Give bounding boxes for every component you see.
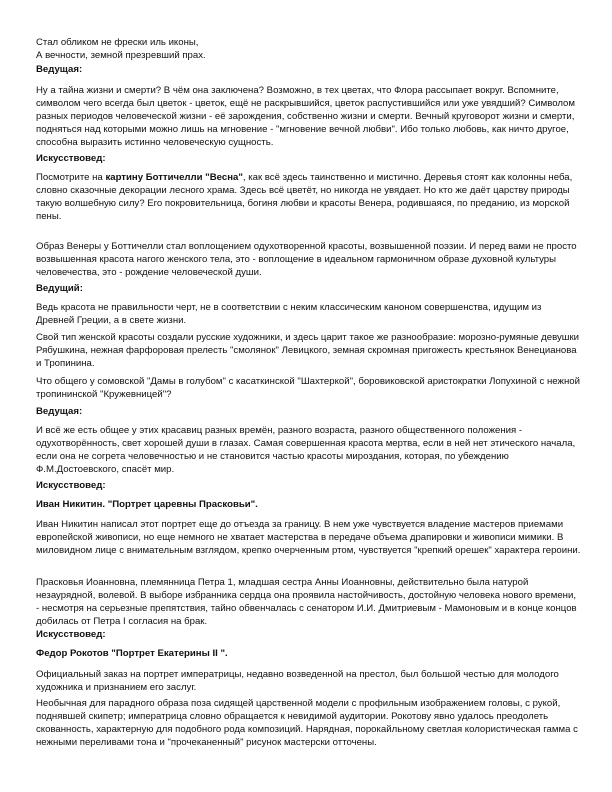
poem-line: Стал обликом не фрески иль иконы, [36, 37, 199, 48]
paragraph: Что общего у сомовской "Дамы в голубом" с касаткинской "Шахтеркой", боровиковской аристократки Лопухиной с нежной тропининской "Кружевницей"? [36, 376, 580, 400]
paragraph: Иван Никитин написал этот портрет еще до отъезда за границу. В нем уже чувствуется владение мастеров приемами европейской живописи, но еще немного не хватает мастерства в передаче объема драпировки и живописи мимики. В миловидном лице с внимательным взглядом, крепко очерченным ртом, чувствуется "крепкий орешек" характера героини. [36, 519, 581, 556]
artwork-title: Иван Никитин. "Портрет царевны Прасковьи". [36, 499, 258, 510]
paragraph: Необычная для парадного образа поза сидящей царственной модели с профильным изображением головы, с рукой, поднявшей скипетр; императрица словно обращается к невидимой аудитории. Рокотову явно удалось преодолеть скованность, характерную для подобного рода композиций. Нарядная, порокайльному светлая колористическая гамма с нежными переливами тона и "прочеканенный" рисунок мастерски отточены. [36, 698, 578, 748]
section-heading: Ведущая: [36, 64, 83, 75]
painting-title: картину Боттичелли "Весна" [105, 172, 243, 183]
paragraph: Ведь красота не правильности черт, не в соответствии с неким классическим каноном совершенства, идущим из Древней Греции, а в свете жизни. [36, 302, 542, 326]
poem [36, 36, 581, 62]
paragraph: Прасковья Иоанновна, племянница Петра 1, младшая сестра Анны Иоанновны, действительно была натурой незаурядной, волевой. В выборе избранника сердца она проявила настойчивость, достойную человека нового времени, - несмотря на серьезные препятствия, тайно обвенчалась с сенатором И.И. Дмитриевым - Мамоновым и в конце концов добилась от Петра I согласия на брак. [36, 577, 577, 627]
section-heading: Искусствовед: [36, 480, 106, 491]
paragraph: Ну а тайна жизни и смерти? В чём она заключена? Возможно, в тех цветах, что Флора рассыпает вокруг. Вспомните, символом чего всегда был цветок - цветок, ещё не раскрывшийся, цветок распустившийся или уже увядший? Символом разных периодов человеческой жизни - её зарождения, собственно жизни и смерти. Вечный круговорот жизни и смерти, подняться над которыми можно лишь на мгновение - "мгновение вечной любви". Ибо только любовь, как ничто другое, способна выразить истинно человеческую сущность. [36, 85, 575, 148]
paragraph: Свой тип женской красоты создали русские художники, и здесь царит такое же разнообразие: морозно-румяные девушки Рябушкина, нежная фарфоровая прелесть "смолянок" Левицкого, земная скромная пригожесть крестьянок Венецианова и Тропинина. [36, 332, 580, 369]
section-heading: Ведущий: [36, 283, 83, 294]
section-heading: Искусствовед: [36, 153, 106, 164]
artwork-title: Федор Рокотов "Портрет Екатерины II ". [36, 648, 228, 659]
section-heading: Ведущая: [36, 406, 83, 417]
paragraph: Официальный заказ на портрет императрицы, недавно возведенной на престол, был большой честью для молодого художника и признанием его заслуг. [36, 669, 559, 693]
paragraph: Посмотрите на картину Боттичелли "Весна", как всё здесь таинственно и мистично. Деревья стоят как колонны неба, словно сказочные декорации лесного храма. Здесь всё цветёт, но никогда не увядает. Но кто же даёт царству природы такую волшебную силу? Его покровительница, богиня любви и красоты Венера, родившаяся, по преданию, из морской пены. [36, 172, 573, 222]
paragraph: Образ Венеры у Боттичелли стал воплощением одухотворенной красоты, возвышенной поэзии. И перед вами не просто возвышенная красота нагого женского тела, это - воплощение в идеальном гармоничном образе духовной культуры человечества, это - рождение человеческой души. [36, 241, 577, 278]
section-heading: Искусствовед: [36, 629, 106, 640]
poem-line: А вечности, земной презревший прах. [36, 50, 206, 61]
paragraph: И всё же есть общее у этих красавиц разных времён, разного возраста, разного общественного положения - одухотворённость, свет хорошей души в глазах. Самая совершенная красота мертва, если в ней нет этического начала, если она не согрета человечностью и не становится частью красоты мироздания, которая, по убеждению Ф.М.Достоевского, спасёт мир. [36, 425, 576, 475]
